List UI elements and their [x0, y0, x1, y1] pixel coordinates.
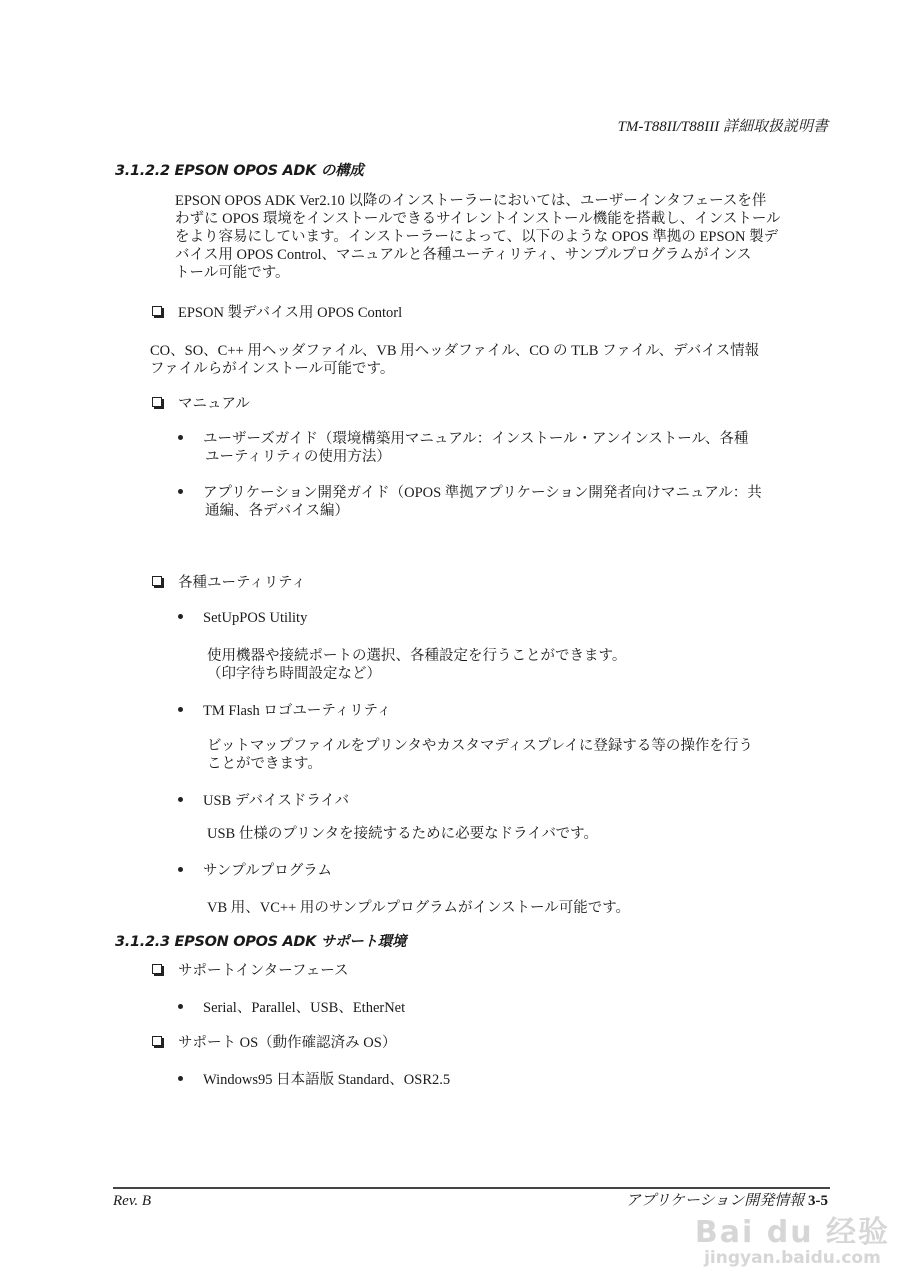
- text-line: EPSON OPOS ADK Ver2.10 以降のインストーラーにおいては、ユーザーインタフェースを伴: [175, 193, 767, 209]
- footer-chapter: [626, 1192, 828, 1210]
- text-line: ユーザーズガイド（環境構築用マニュアル：インストール・アンインストール、各種: [203, 431, 749, 447]
- item-label: サポート OS（動作確認済み OS）: [178, 1035, 397, 1051]
- bullet-icon: [178, 1076, 183, 1081]
- text-line: ユーティリティの使用方法）: [205, 449, 391, 465]
- text-line: わずに OPOS 環境をインストールできるサイレントインストール機能を搭載し、インストール: [175, 211, 781, 227]
- watermark-logo: [695, 1216, 890, 1268]
- text-line: アプリケーション開発ガイド（OPOS 準拠アプリケーション開発者向けマニュアル：共: [203, 485, 762, 501]
- checkbox-item: [152, 574, 306, 592]
- footer-chapter-title: アプリケーション開発情報: [625, 1193, 805, 1209]
- bullet-icon: [178, 1004, 183, 1009]
- text-line: ことができます。: [207, 756, 322, 772]
- checkbox-item: [152, 304, 402, 322]
- item-label: サポートインターフェース: [178, 963, 349, 979]
- text-line: トール可能です。: [175, 265, 290, 281]
- bullet-icon: [178, 435, 183, 440]
- bullet-icon: [178, 867, 183, 872]
- text-line: ビットマップファイルをプリンタやカスタマディスプレイに登録する等の操作を行う: [207, 738, 753, 754]
- bullet-item: [178, 430, 748, 448]
- checkbox-icon: [152, 306, 162, 316]
- text-line: ファイルらがインストール可能です。: [150, 361, 395, 377]
- text-line: 通編、各デバイス編）: [205, 503, 349, 519]
- bullet-icon: [178, 707, 183, 712]
- checkbox-item: [152, 395, 250, 413]
- text-line: 使用機器や接続ポートの選択、各種設定を行うことができます。: [207, 648, 627, 664]
- footer-revision: Rev. B: [113, 1193, 152, 1209]
- page-number: 3-5: [808, 1193, 828, 1209]
- checkbox-icon: [152, 576, 162, 586]
- bullet-item: [178, 1071, 450, 1089]
- bullet-title: SetUpPOS Utility: [203, 610, 308, 626]
- bullet-icon: [178, 489, 183, 494]
- text-line: バイス用 OPOS Control、マニュアルと各種ユーティリティ、サンプルプログラムがインス: [175, 247, 752, 263]
- bullet-title: TM Flash ロゴユーティリティ: [203, 703, 392, 719]
- bullet-title: サンプルプログラム: [203, 863, 333, 879]
- bullet-text: Windows95 日本語版 Standard、OSR2.5: [203, 1072, 451, 1088]
- text-line: （印字待ち時間設定など）: [207, 666, 381, 682]
- text-line: をより容易にしています。インストーラーによって、以下のような OPOS 準拠の EPSON 製デ: [175, 229, 779, 245]
- checkbox-item: [152, 962, 349, 980]
- watermark-brand: Bai du 经验: [694, 1215, 890, 1250]
- bullet-text: Serial、Parallel、USB、EtherNet: [203, 1000, 406, 1016]
- bullet-item: [178, 862, 332, 880]
- bullet-item: [178, 999, 405, 1017]
- section-heading: 3.1.2.3 EPSON OPOS ADK サポート環境: [115, 934, 407, 950]
- section-heading: 3.1.2.2 EPSON OPOS ADK の構成: [115, 163, 364, 179]
- bullet-item: [178, 484, 762, 502]
- item-label: EPSON 製デバイス用 OPOS Contorl: [178, 305, 403, 321]
- checkbox-icon: [152, 397, 162, 407]
- watermark-url: jingyan.baidu.com: [704, 1248, 881, 1268]
- checkbox-icon: [152, 964, 162, 974]
- bullet-title: USB デバイスドライバ: [203, 793, 350, 809]
- bullet-item: [178, 609, 307, 627]
- text-line: CO、SO、C++ 用ヘッダファイル、VB 用ヘッダファイル、CO の TLB ファイル、デバイス情報: [150, 343, 760, 359]
- footer-rule: [113, 1187, 830, 1189]
- checkbox-icon: [152, 1036, 162, 1046]
- bullet-item: [178, 702, 391, 720]
- bullet-icon: [178, 797, 183, 802]
- checkbox-item: [152, 1034, 396, 1052]
- running-header: TM-T88II/T88III 詳細取扱説明書: [617, 119, 828, 135]
- item-label: 各種ユーティリティ: [178, 575, 306, 591]
- text-line: USB 仕様のプリンタを接続するために必要なドライバです。: [207, 826, 598, 842]
- text-line: VB 用、VC++ 用のサンプルプログラムがインストール可能です。: [207, 900, 631, 916]
- bullet-item: [178, 792, 349, 810]
- bullet-icon: [178, 614, 183, 619]
- item-label: マニュアル: [178, 396, 250, 412]
